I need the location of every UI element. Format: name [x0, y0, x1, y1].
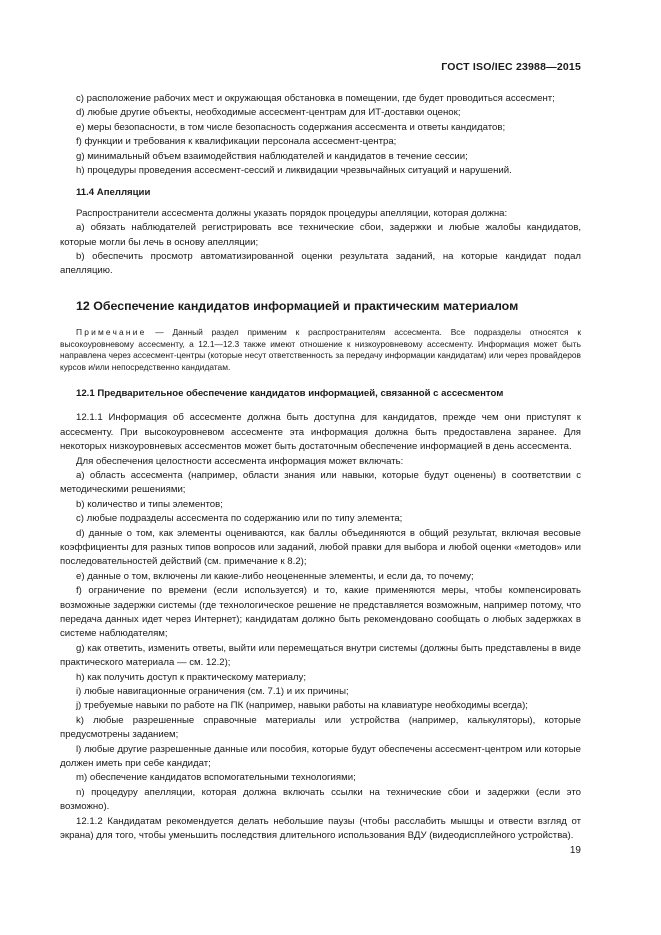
paragraph: Для обеспечения целостности ассесмента информация может включать: — [76, 455, 404, 467]
list-item: k) любые разрешенные справочные материалы или устройства (например, калькуляторы), которые предусмотрены заданием; — [60, 714, 581, 741]
standard-header: ГОСТ ISO/IEC 23988—2015 — [441, 61, 581, 73]
list-item: n) процедуру апелляции, которая должна включать ссылки на технические сбои и задержки (если это возможно). — [60, 786, 581, 813]
list-item: a) обязать наблюдателей регистрировать все технические сбои, задержки и любые жалобы кандидатов, которые могли бы лечь в основу апелляции; — [60, 222, 581, 248]
list-item: d) любые другие объекты, необходимые ассесмент-центрам для ИТ-доставки оценок; — [76, 107, 461, 119]
list-item: l) любые другие разрешенные данные или пособия, которые будут обеспечены ассесмент-центром или которые должен иметь при себе кандидат; — [60, 743, 581, 770]
note-paragraph — [60, 327, 581, 373]
paragraph: 12.1.1 Информация об ассесменте должна быть доступна для кандидатов, прежде чем они приступят к ассесменту. При высокоуровневом ассесменте эта информация должна быть предоставлена заранее. Для некоторых низкоуровневых ассесментов может быть достаточным обеспечение информацией в день ассесмента. — [60, 412, 581, 453]
list-item: d) данные о том, как элементы оцениваются, как баллы объединяются в общий результат, включая весовые коэффициенты для разных типов вопросов или заданий, любой правки для выбора и любой оценки «методов» или последовательностей действий (см. примечание к 8.2); — [60, 527, 581, 568]
list-item: j) требуемые навыки по работе на ПК (например, навыки работы на клавиатуре необходимы всегда); — [76, 700, 528, 712]
paragraph: Распространители ассесмента должны указать порядок процедуры апелляции, которая должна: — [76, 207, 508, 219]
list-item: e) меры безопасности, в том числе безопасность содержания ассесмента и ответы кандидатов; — [76, 121, 506, 133]
list-item: m) обеспечение кандидатов вспомогательными технологиями; — [76, 772, 356, 784]
list-item: f) функции и требования к квалификации персонала ассесмент-центра; — [76, 136, 397, 148]
list-item: h) как получить доступ к практическому материалу; — [76, 671, 306, 683]
section-title-12-1: 12.1 Предварительное обеспечение кандидатов информацией, связанной с ассесментом — [76, 387, 504, 399]
list-item: b) количество и типы элементов; — [76, 498, 223, 510]
paragraph: 12.1.2 Кандидатам рекомендуется делать небольшие паузы (чтобы расслабить мышцы и отвести взгляд от экрана) для того, чтобы уменьшить последствия длительного использования ВДУ (видеодисплейного устройства). — [60, 815, 581, 842]
list-item: e) данные о том, включены ли какие-либо неоцененные элементы, и если да, то почему; — [76, 570, 474, 582]
list-item: h) процедуры проведения ассесмент-сессий и ликвидации чрезвычайных ситуаций и нарушений. — [76, 165, 512, 177]
list-item: g) минимальный объем взаимодействия наблюдателей и кандидатов в течение сессии; — [76, 150, 468, 162]
page-number: 19 — [569, 845, 581, 856]
list-item: g) как ответить, изменить ответы, выйти или перемещаться внутри системы (должны быть представлены в виде практического материала — см. 12.2); — [60, 642, 581, 669]
note-text: — Данный раздел применим к распространителям ассесмента. Все подразделы относятся к высокоуровневому ассесменту, а 12.1—12.3 также имеют отношение к низкоуровневому ассесменту. Информация может быть направлена через ассесмент-центры (которые несут ответственность за передачу информации кандидатам) или через провайдеров курсов и/или непосредственно кандидатам. — [60, 327, 581, 372]
list-item: a) область ассесмента (например, области знания или навыки, которые будут оценены) в соответствии с методическими решениями; — [60, 469, 581, 496]
list-item: i) любые навигационные ограничения (см. 7.1) и их причины; — [76, 686, 349, 698]
note-label: Примечание — [76, 327, 147, 338]
list-item: b) обеспечить просмотр автоматизированной оценки результата заданий, на которые кандидат подал апелляцию. — [60, 251, 581, 277]
section-title-12: 12 Обеспечение кандидатов информацией и практическим материалом — [76, 298, 519, 313]
list-item: f) ограничение по времени (если используется) и то, какие применяются меры, чтобы компенсировать возможные задержки системы (где технологическое решение не представляется возможным, например потому, что передача данных идет через Интернет); кандидатам должно быть рекомендовано сообщать о любых задержках в системе наблюдателям; — [60, 585, 581, 640]
page-content — [60, 92, 581, 844]
list-item: c) расположение рабочих мест и окружающая обстановка в помещении, где будет проводиться ассесмент; — [76, 93, 555, 104]
section-title-11-4: 11.4 Апелляции — [76, 187, 151, 199]
list-item: c) любые подразделы ассесмента по содержанию или по типу элемента; — [76, 513, 403, 525]
